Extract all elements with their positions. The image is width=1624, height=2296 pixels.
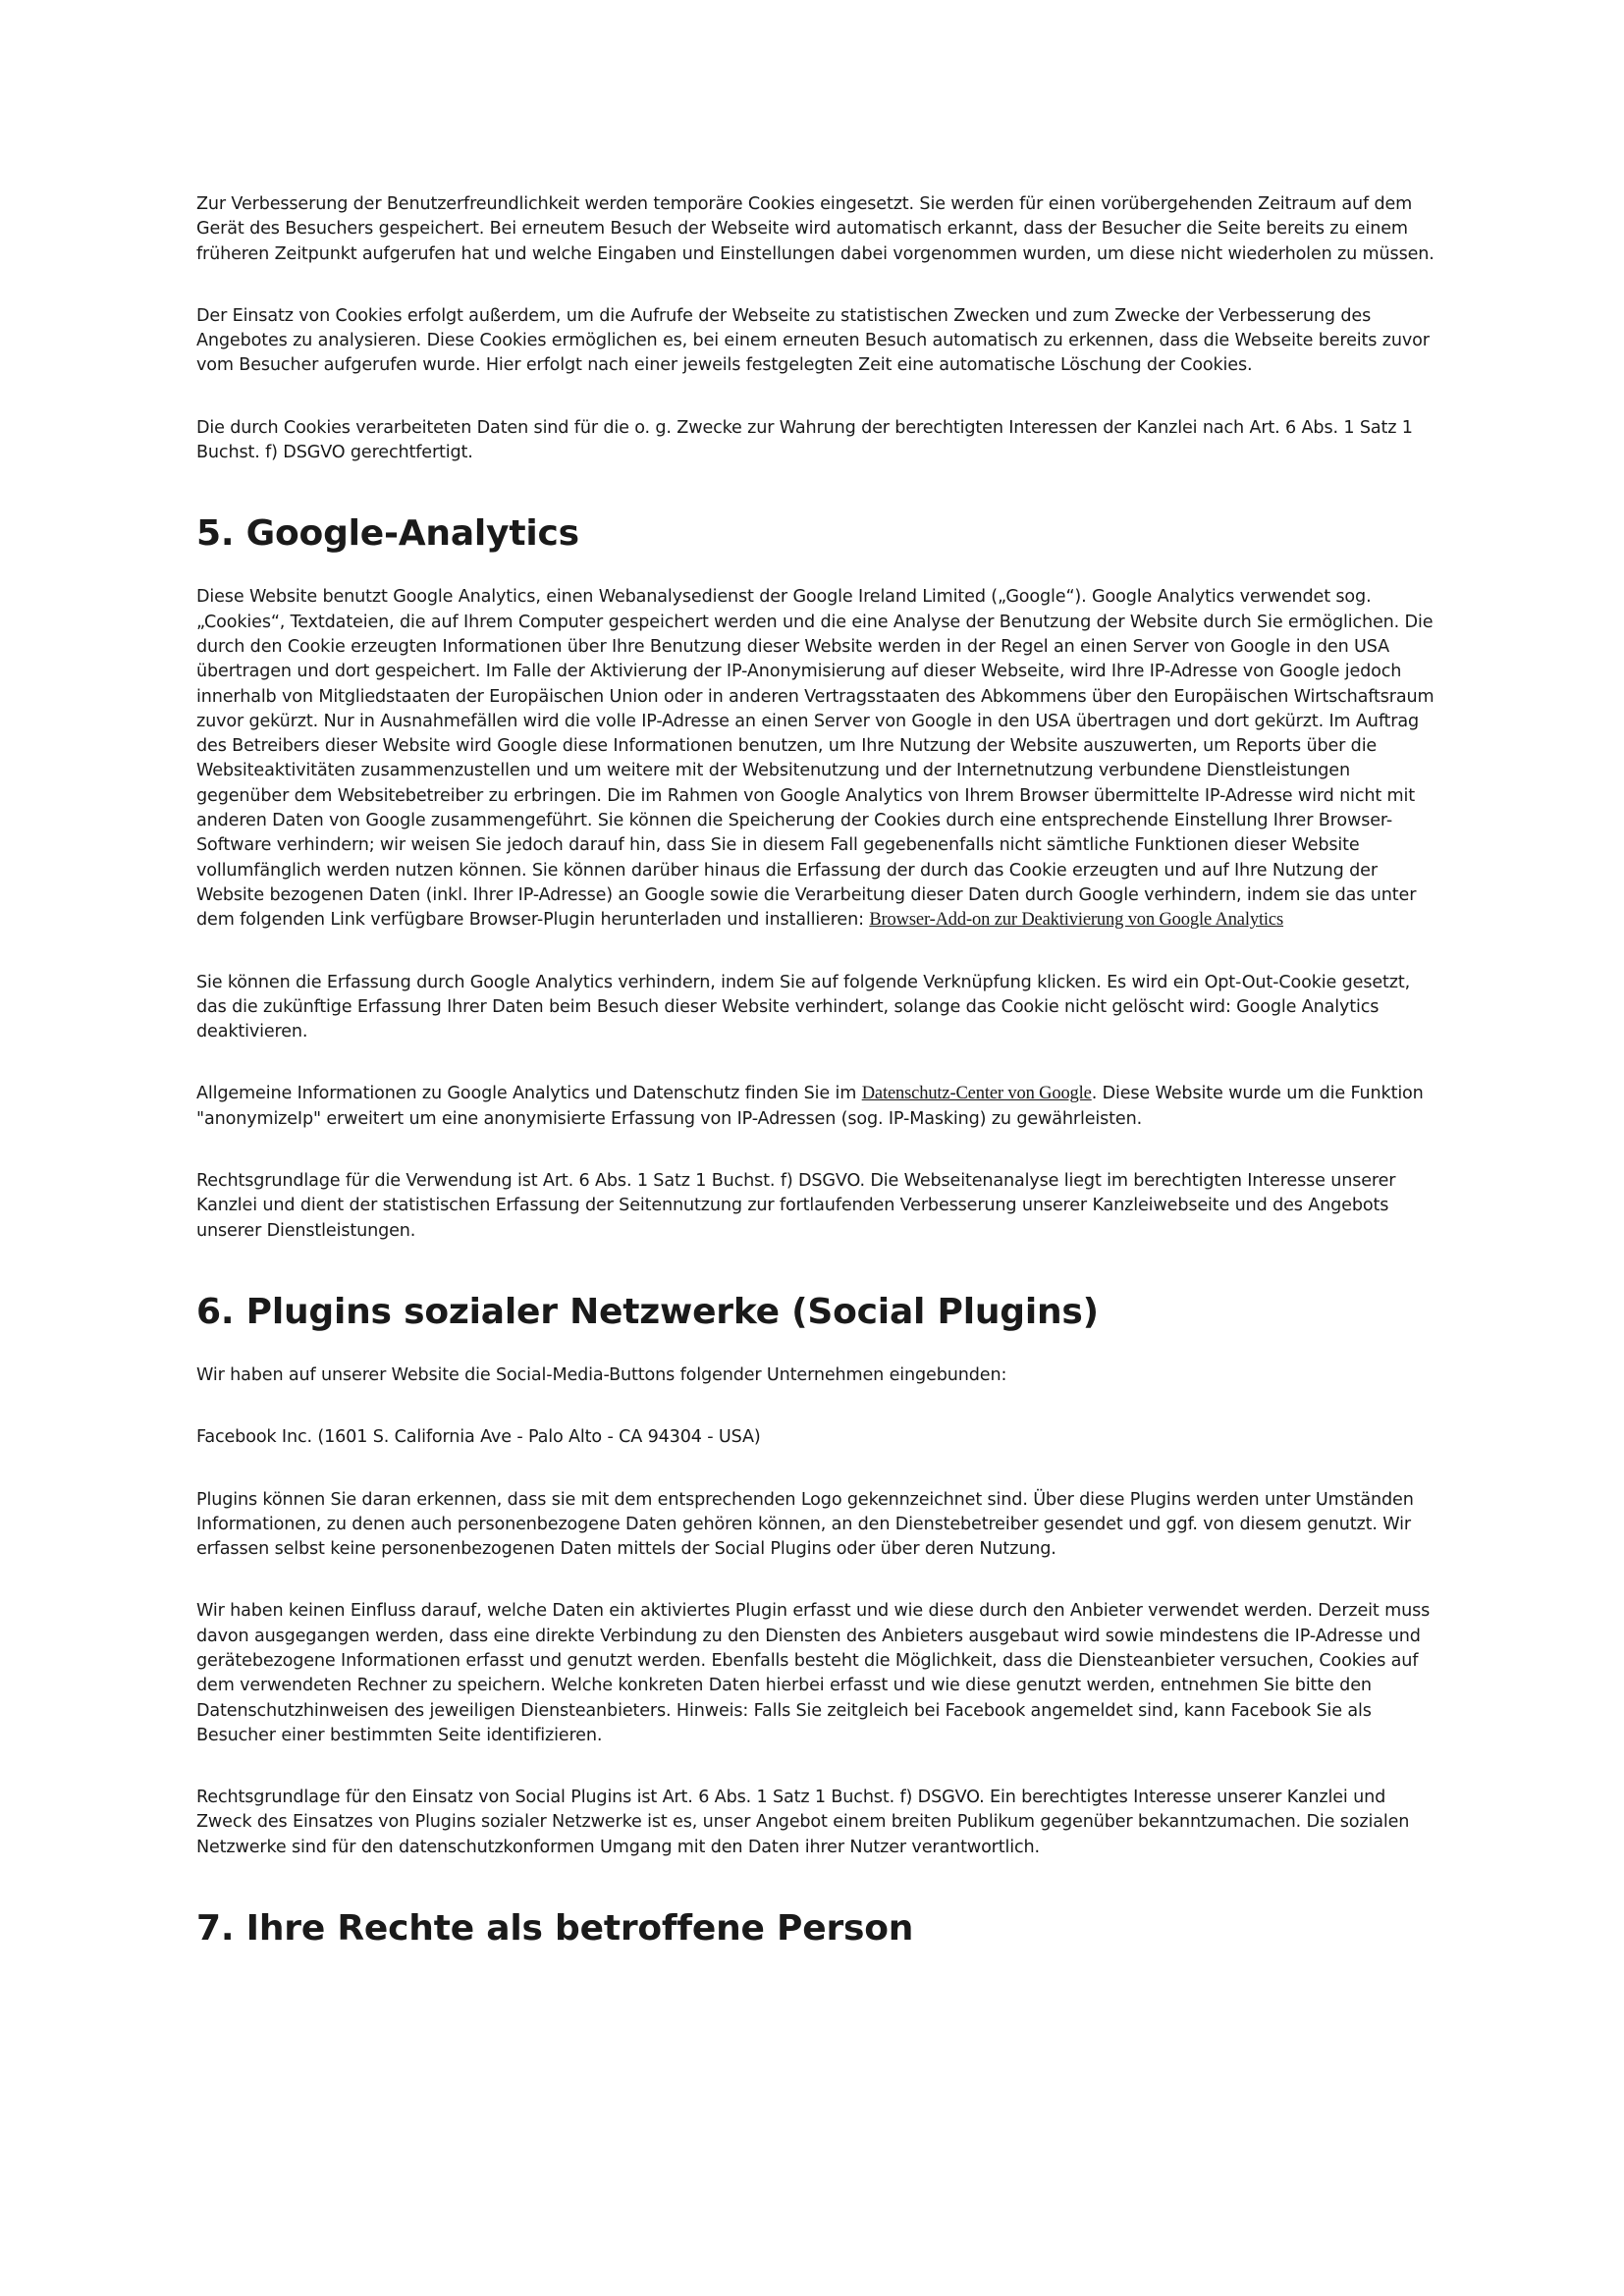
analytics-paragraph-1-text: Diese Website benutzt Google Analytics, einen Webanalysedienst der Google Ireland Limited („Google“). Google Analytics verwendet sog. „Cookies“, Textdateien, die auf Ihrem Computer gespeichert werden und die eine Analyse der Benutzung der Website durch Sie ermöglichen. Die durch den Cookie erzeugten Informationen über Ihre Benutzung dieser Website werden in der Regel an einen Server von Google in den USA übertragen und dort gespeichert. Im Falle der Aktivierung der IP-Anonymisierung auf dieser Webseite, wird Ihre IP-Adresse von Google jedoch innerhalb von Mitgliedstaaten der Europäischen Union oder in anderen Vertragsstaaten des Abkommens über den Europäischen Wirtschaftsraum zuvor gekürzt. Nur in Ausnahmefällen wird die volle IP-Adresse an einen Server von Google in den USA übertragen und dort gekürzt. Im Auftrag des Betreibers dieser Website wird Google diese Informationen benutzen, um Ihre Nutzung der Website auszuwerten, um Reports über die Websiteaktivitäten zusammenzustellen und um weitere mit der Websitenutzung und der Internetnutzung verbundene Dienstleistungen gegenüber dem Websitebetreiber zu erbringen. Die im Rahmen von Google Analytics von Ihrem Browser übermittelte IP-Adresse wird nicht mit anderen Daten von Google zusammengeführt. Sie können die Speicherung der Cookies durch eine entsprechende Einstellung Ihrer Browser-Software verhindern; wir weisen Sie jedoch darauf hin, dass Sie in diesem Fall gegebenenfalls nicht sämtliche Funktionen dieser Website vollumfänglich werden nutzen können. Sie können darüber hinaus die Erfassung der durch das Cookie erzeugten und auf Ihre Nutzung der Website bezogenen Daten (inkl. Ihrer IP-Adresse) an Google sowie die Verarbeitung dieser Daten durch Google verhindern, indem sie das unter dem folgenden Link verfügbare Browser-Plugin herunterladen und installieren: — [196, 587, 1435, 931]
social-paragraph-3: Plugins können Sie daran erkennen, dass sie mit dem entsprechenden Logo gekennzeichnet sind. Über diese Plugins werden unter Umständen Informationen, zu denen auch personenbezogene Daten gehören können, an den Dienstebetreiber gesendet und ggf. von diesem genutzt. Wir erfassen selbst keine personenbezogenen Daten mittels der Social Plugins oder über deren Nutzung. — [196, 1489, 1414, 1560]
cookies-paragraph-2: Der Einsatz von Cookies erfolgt außerdem, um die Aufrufe der Webseite zu statistischen Zwecken und zum Zwecke der Verbesserung des Angebotes zu analysieren. Diese Cookies ermöglichen es, bei einem erneuten Besuch automatisch zu erkennen, dass die Webseite bereits zuvor vom Besucher aufgerufen wurde. Hier erfolgt nach einer jeweils festgelegten Zeit eine automatische Löschung der Cookies. — [196, 305, 1430, 376]
google-privacy-center-link[interactable]: Datenschutz-Center von Google — [861, 1084, 1092, 1104]
analytics-paragraph-3-after: . Diese Website wurde um die Funktion "anonymizeIp" erweitert um eine anonymisierte Erfassung von IP-Adressen (sog. IP-Masking) zu gewährleisten. — [196, 1084, 1424, 1129]
analytics-paragraph-1 — [196, 585, 1443, 933]
heading-rights: 7. Ihre Rechte als betroffene Person — [196, 1908, 914, 1949]
heading-social-plugins: 6. Plugins sozialer Netzwerke (Social Plugins) — [196, 1291, 1099, 1332]
social-paragraph-1: Wir haben auf unserer Website die Social-Media-Buttons folgender Unternehmen eingebunden: — [196, 1364, 1007, 1385]
browser-addon-link[interactable]: Browser-Add-on zur Deaktivierung von Google Analytics — [869, 910, 1284, 931]
analytics-paragraph-3 — [196, 1082, 1443, 1132]
heading-google-analytics: 5. Google-Analytics — [196, 513, 579, 555]
analytics-paragraph-4: Rechtsgrundlage für die Verwendung ist Art. 6 Abs. 1 Satz 1 Buchst. f) DSGVO. Die Webseitenanalyse liegt im berechtigten Interesse unserer Kanzlei und dient der statistischen Erfassung der Seitennutzung zur fortlaufenden Verbesserung unserer Kanzleiwebseite und des Angebots unserer Dienstleistungen. — [196, 1171, 1396, 1241]
analytics-paragraph-3-before: Allgemeine Informationen zu Google Analytics und Datenschutz finden Sie im — [196, 1084, 862, 1104]
analytics-paragraph-2: Sie können die Erfassung durch Google Analytics verhindern, indem Sie auf folgende Verknüpfung klicken. Es wird ein Opt-Out-Cookie gesetzt, das die zukünftige Erfassung Ihrer Daten beim Besuch dieser Website verhindert, solange das Cookie nicht gelöscht wird: Google Analytics deaktivieren. — [196, 972, 1411, 1042]
social-paragraph-5: Rechtsgrundlage für den Einsatz von Social Plugins ist Art. 6 Abs. 1 Satz 1 Buchst. f) DSGVO. Ein berechtigtes Interesse unserer Kanzlei und Zweck des Einsatzes von Plugins sozialer Netzwerke ist es, unser Angebot einem breiten Publikum gegenüber bekanntzumachen. Die sozialen Netzwerke sind für den datenschutzkonformen Umgang mit den Daten ihrer Nutzer verantwortlich. — [196, 1788, 1410, 1857]
cookies-paragraph-3: Die durch Cookies verarbeiteten Daten sind für die o. g. Zwecke zur Wahrung der berechtigten Interessen der Kanzlei nach Art. 6 Abs. 1 Satz 1 Buchst. f) DSGVO gerechtfertigt. — [196, 417, 1413, 463]
social-paragraph-2: Facebook Inc. (1601 S. California Ave - Palo Alto - CA 94304 - USA) — [196, 1427, 761, 1448]
cookies-paragraph-1: Zur Verbesserung der Benutzerfreundlichkeit werden temporäre Cookies eingesetzt. Sie werden für einen vorübergehenden Zeitraum auf dem Gerät des Besuchers gespeichert. Bei erneutem Besuch der Webseite wird automatisch erkannt, dass der Besucher die Seite bereits zu einem früheren Zeitpunkt aufgerufen hat und welche Eingaben und Einstellungen dabei vorgenommen wurden, um diese nicht wiederholen zu müssen. — [196, 194, 1435, 264]
social-paragraph-4: Wir haben keinen Einfluss darauf, welche Daten ein aktiviertes Plugin erfasst und wie diese durch den Anbieter verwendet werden. Derzeit muss davon ausgegangen werden, dass eine direkte Verbindung zu den Diensten des Anbieters ausgebaut wird sowie mindestens die IP-Adresse und gerätebezogene Informationen erfasst und genutzt werden. Ebenfalls besteht die Möglichkeit, dass die Diensteanbieter versuchen, Cookies auf dem verwendeten Rechner zu speichern. Welche konkreten Daten hierbei erfasst und wie diese genutzt werden, entnehmen Sie bitte den Datenschutzhinweisen des jeweiligen Diensteanbieters. Hinweis: Falls Sie zeitgleich bei Facebook angemeldet sind, kann Facebook Sie als Besucher einer bestimmten Seite identifizieren. — [196, 1601, 1431, 1745]
document-page — [196, 192, 1443, 1950]
